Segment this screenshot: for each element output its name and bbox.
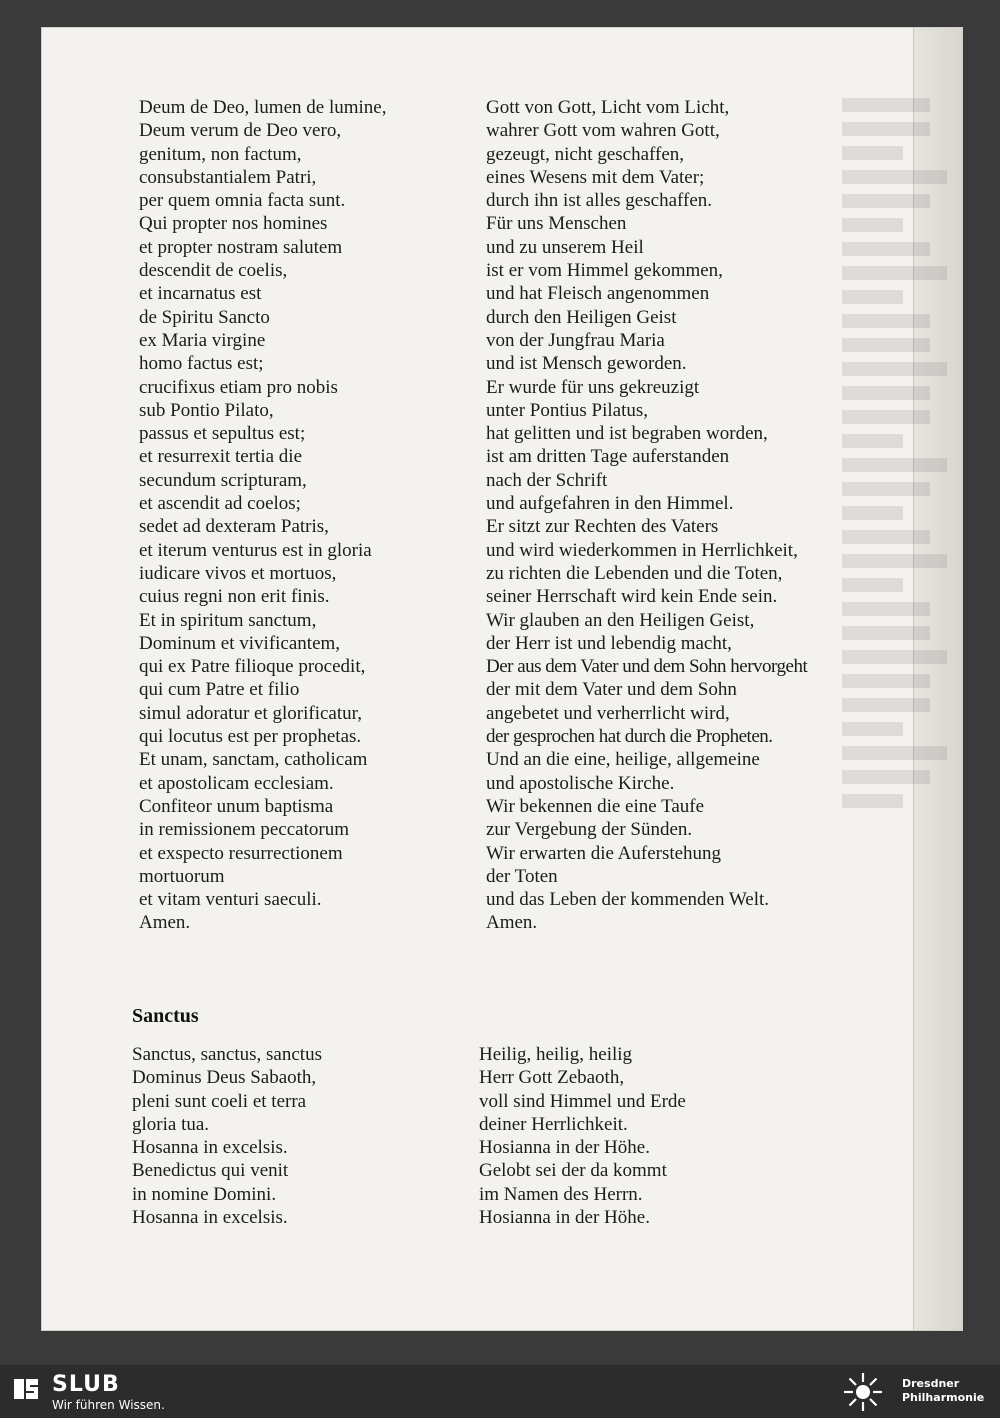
text-line: der mit dem Vater und dem Sohn bbox=[486, 679, 737, 701]
text-line: deiner Herrlichkeit. bbox=[479, 1113, 628, 1135]
text-line: zu richten die Lebenden und die Toten, bbox=[486, 562, 783, 584]
credo-latin-column bbox=[139, 96, 479, 935]
text-line: descendit de coelis, bbox=[139, 260, 288, 282]
text-line: et vitam venturi saeculi. bbox=[139, 889, 322, 911]
text-line: der gesprochen hat durch die Propheten. bbox=[486, 726, 773, 748]
text-line: gloria tua. bbox=[132, 1113, 210, 1135]
text-line: angebetet und verherrlicht wird, bbox=[486, 702, 730, 724]
text-line: Der aus dem Vater und dem Sohn hervorgeht bbox=[486, 656, 808, 678]
text-line: Heilig, heilig, heilig bbox=[479, 1044, 633, 1065]
text-line: Hosianna in der Höhe. bbox=[479, 1207, 650, 1229]
text-line: et iterum venturus est in gloria bbox=[139, 539, 372, 561]
text-line: Amen. bbox=[139, 912, 191, 934]
slub-logo-icon bbox=[10, 1373, 42, 1405]
text-line: eines Wesens mit dem Vater; bbox=[486, 166, 705, 188]
text-line: Confiteor unum baptisma bbox=[139, 795, 334, 817]
text-line: Wir erwarten die Auferstehung bbox=[486, 842, 722, 864]
text-line: und hat Fleisch angenommen bbox=[486, 283, 710, 305]
text-line: und zu unserem Heil bbox=[486, 236, 644, 258]
text-line: nach der Schrift bbox=[486, 469, 608, 491]
text-line: secundum scripturam, bbox=[139, 469, 307, 491]
text-line: consubstantialem Patri, bbox=[139, 166, 317, 188]
text-line: qui ex Patre filioque procedit, bbox=[139, 656, 366, 678]
text-line: crucifixus etiam pro nobis bbox=[139, 376, 338, 398]
text-line: Dominus Deus Sabaoth, bbox=[132, 1067, 317, 1089]
text-line: Benedictus qui venit bbox=[132, 1160, 289, 1182]
sanctus-heading: Sanctus bbox=[132, 1005, 199, 1027]
text-line: unter Pontius Pilatus, bbox=[486, 399, 649, 421]
text-line: Qui propter nos homines bbox=[139, 213, 328, 235]
text-line: Wir bekennen die eine Taufe bbox=[486, 795, 705, 817]
text-line: qui cum Patre et filio bbox=[139, 679, 300, 701]
text-line: et propter nostram salutem bbox=[139, 236, 343, 258]
text-line: Hosianna in der Höhe. bbox=[479, 1137, 650, 1159]
text-line: und ist Mensch geworden. bbox=[486, 353, 687, 375]
text-line: ist er vom Himmel gekommen, bbox=[486, 260, 723, 282]
text-line: Er sitzt zur Rechten des Vaters bbox=[486, 516, 719, 538]
text-line: Gelobt sei der da kommt bbox=[479, 1160, 667, 1182]
text-line: homo factus est; bbox=[139, 353, 264, 375]
text-line: cuius regni non erit finis. bbox=[139, 586, 330, 608]
text-line: und wird wiederkommen in Herrlichkeit, bbox=[486, 539, 798, 561]
text-line: et apostolicam ecclesiam. bbox=[139, 772, 334, 794]
text-line: zur Vergebung der Sünden. bbox=[486, 819, 693, 841]
text-line: et ascendit ad coelos; bbox=[139, 493, 301, 515]
text-line: gezeugt, nicht geschaffen, bbox=[486, 143, 685, 165]
sanctus-german-column bbox=[479, 1043, 869, 1229]
text-line: in remissionem peccatorum bbox=[139, 819, 349, 841]
dresdner-philharmonie-logo-icon bbox=[842, 1371, 884, 1413]
booklet-page bbox=[42, 28, 962, 1330]
text-line: et exspecto resurrectionem bbox=[139, 842, 343, 864]
text-line: iudicare vivos et mortuos, bbox=[139, 562, 337, 584]
text-line: im Namen des Herrn. bbox=[479, 1183, 643, 1205]
text-line: der Toten bbox=[486, 865, 558, 887]
text-line: ist am dritten Tage auferstanden bbox=[486, 446, 730, 468]
text-line: simul adoratur et glorificatur, bbox=[139, 702, 362, 724]
text-line: voll sind Himmel und Erde bbox=[479, 1090, 686, 1112]
footer-bar bbox=[0, 1365, 1000, 1418]
text-line: sedet ad dexteram Patris, bbox=[139, 516, 329, 538]
text-line: und aufgefahren in den Himmel. bbox=[486, 493, 734, 515]
text-line: und apostolische Kirche. bbox=[486, 772, 675, 794]
text-line: in nomine Domini. bbox=[132, 1183, 277, 1205]
text-line: Hosanna in excelsis. bbox=[132, 1137, 288, 1159]
text-line: Et in spiritum sanctum, bbox=[139, 609, 317, 631]
text-line: Dominum et vivificantem, bbox=[139, 632, 341, 654]
text-line: der Herr ist und lebendig macht, bbox=[486, 632, 732, 654]
text-line: Et unam, sanctam, catholicam bbox=[139, 749, 368, 771]
dp-line-1: Dresdner bbox=[902, 1377, 960, 1390]
dp-line-2: Philharmonie bbox=[902, 1391, 985, 1404]
text-line: et resurrexit tertia die bbox=[139, 446, 303, 468]
text-line: wahrer Gott vom wahren Gott, bbox=[486, 120, 720, 142]
text-line: durch den Heiligen Geist bbox=[486, 306, 677, 328]
dresdner-philharmonie-wordmark bbox=[902, 1377, 984, 1405]
text-line: Wir glauben an den Heiligen Geist, bbox=[486, 609, 755, 631]
text-line: genitum, non factum, bbox=[139, 143, 302, 165]
slub-name: SLUB bbox=[52, 1372, 120, 1397]
text-line: Er wurde für uns gekreuzigt bbox=[486, 376, 700, 398]
text-line: pleni sunt coeli et terra bbox=[132, 1090, 307, 1112]
text-line: seiner Herrschaft wird kein Ende sein. bbox=[486, 586, 778, 608]
text-line: per quem omnia facta sunt. bbox=[139, 190, 346, 212]
text-line: mortuorum bbox=[139, 865, 225, 887]
text-line: de Spiritu Sancto bbox=[139, 306, 270, 328]
text-line: qui locutus est per prophetas. bbox=[139, 726, 362, 748]
sanctus-latin-column bbox=[132, 1043, 472, 1229]
text-line: Und an die eine, heilige, allgemeine bbox=[486, 749, 760, 771]
text-line: und das Leben der kommenden Welt. bbox=[486, 889, 770, 911]
text-line: hat gelitten und ist begraben worden, bbox=[486, 423, 768, 445]
text-line: Gott von Gott, Licht vom Licht, bbox=[486, 97, 730, 118]
text-line: et incarnatus est bbox=[139, 283, 262, 305]
text-line: Amen. bbox=[486, 912, 538, 934]
text-line: Herr Gott Zebaoth, bbox=[479, 1067, 625, 1089]
text-line: durch ihn ist alles geschaffen. bbox=[486, 190, 712, 212]
text-line: Hosanna in excelsis. bbox=[132, 1207, 288, 1229]
text-line: von der Jungfrau Maria bbox=[486, 329, 665, 351]
text-line: sub Pontio Pilato, bbox=[139, 399, 274, 421]
text-line: Für uns Menschen bbox=[486, 213, 627, 235]
text-line: Deum verum de Deo vero, bbox=[139, 120, 342, 142]
text-line: Sanctus, sanctus, sanctus bbox=[132, 1044, 322, 1065]
slub-tagline: Wir führen Wissen. bbox=[52, 1398, 165, 1412]
text-line: Deum de Deo, lumen de lumine, bbox=[139, 97, 387, 118]
text-line: passus et sepultus est; bbox=[139, 423, 306, 445]
credo-german-column bbox=[486, 96, 876, 935]
text-line: ex Maria virgine bbox=[139, 329, 266, 351]
